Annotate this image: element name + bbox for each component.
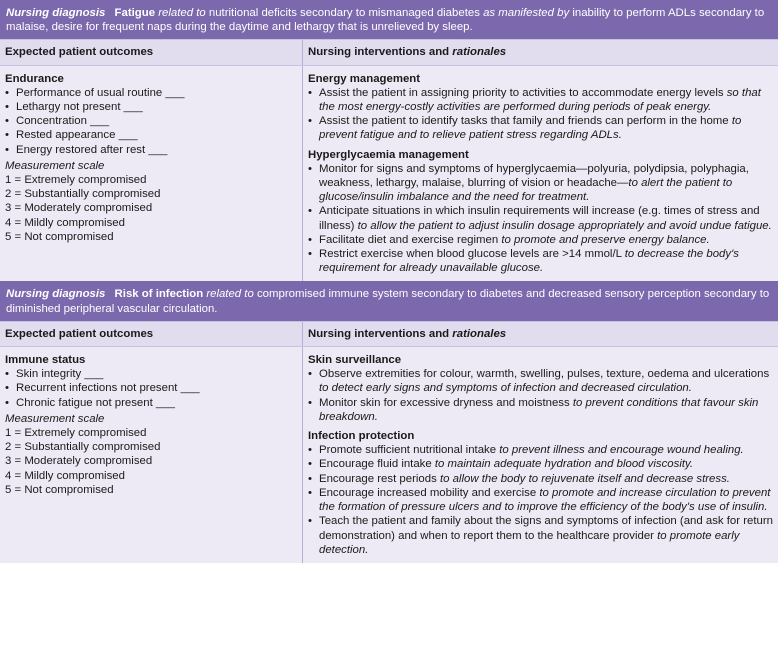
scale-item: 1 = Extremely compromised xyxy=(5,427,147,440)
column-header-row xyxy=(0,321,778,347)
intervention-group-title: Hyperglycaemia management xyxy=(308,148,469,161)
rationale: to allow the body to rejuvenate itself and decrease stress. xyxy=(439,472,730,485)
scale-item: 3 = Moderately compromised xyxy=(5,455,153,468)
intervention-item: • Encourage fluid intake to maintain adequate hydration and blood viscosity. xyxy=(308,457,773,471)
scale-item: 4 = Mildly compromised xyxy=(5,216,125,229)
diagnosis-related-to: related to xyxy=(158,7,209,19)
measurement-scale-label: Measurement scale xyxy=(5,159,105,172)
outcome-item: • Rested appearance ___ xyxy=(5,128,297,142)
measurement-scale-label: Measurement scale xyxy=(5,412,105,425)
intervention-group-title: Infection protection xyxy=(308,430,415,443)
outcomes-column xyxy=(0,66,303,282)
scale-item: 5 = Not compromised xyxy=(5,483,114,496)
scale-item: 2 = Substantially compromised xyxy=(5,441,161,454)
rationale: to detect early signs and symptoms of infection and decreased circulation. xyxy=(319,382,692,395)
intervention-list xyxy=(308,443,773,557)
outcome-item: • Concentration ___ xyxy=(5,114,297,128)
outcome-item: • Skin integrity ___ xyxy=(5,367,297,381)
rationale: to promote early detection. xyxy=(319,529,740,556)
intervention-item: • Monitor for signs and symptoms of hyperglycaemia—polyuria, polydipsia, polyphagia, weakness, lethargy, malaise, blurring of vision or headache—to alert the patient to glucose/insulin imbalance and the need for treatment. xyxy=(308,162,773,205)
outcome-item: • Lethargy not present ___ xyxy=(5,100,297,114)
intervention-item: • Restrict exercise when blood glucose levels are >14 mmol/L to decrease the body's requirement for already unavailable glucose. xyxy=(308,247,773,275)
intervention-item: • Monitor skin for excessive dryness and moistness to prevent conditions that favour skin breakdown. xyxy=(308,396,773,424)
intervention-item: • Anticipate situations in which insulin requirements will increase (e.g. times of stress and illness) to allow the patient to adjust insulin dosage appropriately and avoid undue fatigue. xyxy=(308,204,773,232)
care-plan-body xyxy=(0,347,778,563)
intervention-group-title: Skin surveillance xyxy=(308,354,402,367)
diagnosis-lead: Nursing diagnosis xyxy=(6,7,106,19)
outcome-list xyxy=(5,86,297,157)
intervention-item: • Assist the patient to identify tasks that family and friends can perform in the home to prevent fatigue and to relieve patient stress regarding ADLs. xyxy=(308,114,773,142)
intervention-item: • Observe extremities for colour, warmth, swelling, pulses, texture, oedema and ulcerations to detect early signs and symptoms of infection and decreased circulation. xyxy=(308,367,773,395)
care-plan-body xyxy=(0,66,778,282)
outcome-item: • Performance of usual routine ___ xyxy=(5,86,297,100)
scale-item: 4 = Mildly compromised xyxy=(5,469,125,482)
diagnosis-manifestation: inability to perform ADLs secondary to malaise, desire for frequent naps during the daytime and lethargy that is unrelieved by sleep. xyxy=(6,7,765,34)
rationale: to prevent fatigue and to relieve patient stress regarding ADLs. xyxy=(319,115,742,142)
rationale: to promote and preserve energy balance. xyxy=(501,233,710,246)
diagnosis-related-to: related to xyxy=(206,288,257,301)
rationale: to promote and increase circulation to prevent the formation of pressure ulcers and to improve the efficiency of the body's use of insulin. xyxy=(319,486,771,514)
rationale: —to alert the patient to glucose/insulin imbalance and the need for treatment. xyxy=(319,177,733,204)
rationale: to maintain adequate hydration and blood viscosity. xyxy=(434,458,694,471)
diagnosis-manifested-by: as manifested by xyxy=(483,7,573,19)
intervention-item: • Promote sufficient nutritional intake to prevent illness and encourage wound healing. xyxy=(308,443,773,457)
rationale: to prevent illness and encourage wound healing. xyxy=(499,444,744,457)
outcomes-header: Expected patient outcomes xyxy=(0,322,303,346)
scale-item: 1 = Extremely compromised xyxy=(5,174,147,187)
rationale: so that the most energy-costly activities are performed during periods of peak energy. xyxy=(319,86,761,114)
diagnosis-lead: Nursing diagnosis xyxy=(6,288,106,301)
outcomes-column xyxy=(0,347,303,563)
interventions-column xyxy=(303,347,778,563)
intervention-group-title: Energy management xyxy=(308,72,421,85)
outcome-item: • Recurrent infections not present ___ xyxy=(5,381,297,395)
scale-item: 3 = Moderately compromised xyxy=(5,202,153,215)
diagnosis-key: Fatigue xyxy=(114,7,159,19)
rationale: to decrease the body's requirement for already unavailable glucose. xyxy=(319,248,739,275)
scale-item: 5 = Not compromised xyxy=(5,230,114,243)
intervention-item: • Encourage increased mobility and exercise to promote and increase circulation to prevent the formation of pressure ulcers and to improve the efficiency of the body's use of insulin. xyxy=(308,486,773,514)
outcomes-header: Expected patient outcomes xyxy=(0,40,303,64)
interventions-header: Nursing interventions and rationales xyxy=(308,327,507,340)
interventions-column xyxy=(303,66,778,282)
outcome-title: Immune status xyxy=(5,354,86,367)
rationale: to prevent conditions that favour skin breakdown. xyxy=(319,396,759,423)
interventions-header: Nursing interventions and rationales xyxy=(308,46,507,59)
nursing-diagnosis-banner xyxy=(0,0,778,39)
diagnosis-cause: nutritional deficits secondary to mismanaged diabetes xyxy=(208,7,484,19)
intervention-item: • Encourage rest periods to allow the body to rejuvenate itself and decrease stress. xyxy=(308,472,773,486)
scale-item: 2 = Substantially compromised xyxy=(5,188,161,201)
rationale: to allow the patient to adjust insulin dosage appropriately and avoid undue fatigue. xyxy=(357,219,772,232)
intervention-item: • Teach the patient and family about the signs and symptoms of infection (and ask for return demonstration) and when to report them to the healthcare provider to promote early detection. xyxy=(308,514,773,557)
diagnosis-key: Risk of infection xyxy=(114,288,207,301)
intervention-item: • Facilitate diet and exercise regimen to promote and preserve energy balance. xyxy=(308,233,773,247)
outcome-item: • Chronic fatigue not present ___ xyxy=(5,396,297,410)
diagnosis-cause: compromised immune system secondary to diabetes and decreased sensory perception secondary to diminished peripheral vascular circulation. xyxy=(6,288,770,315)
intervention-list xyxy=(308,367,773,424)
outcome-item: • Energy restored after rest ___ xyxy=(5,143,297,157)
column-header-row xyxy=(0,39,778,65)
intervention-item: • Assist the patient in assigning priority to activities to accommodate energy levels so that the most energy-costly activities are performed during periods of peak energy. xyxy=(308,86,773,114)
outcome-list xyxy=(5,367,297,410)
outcome-title: Endurance xyxy=(5,72,64,85)
intervention-list xyxy=(308,162,773,276)
intervention-list xyxy=(308,86,773,143)
nursing-diagnosis-banner xyxy=(0,281,778,320)
